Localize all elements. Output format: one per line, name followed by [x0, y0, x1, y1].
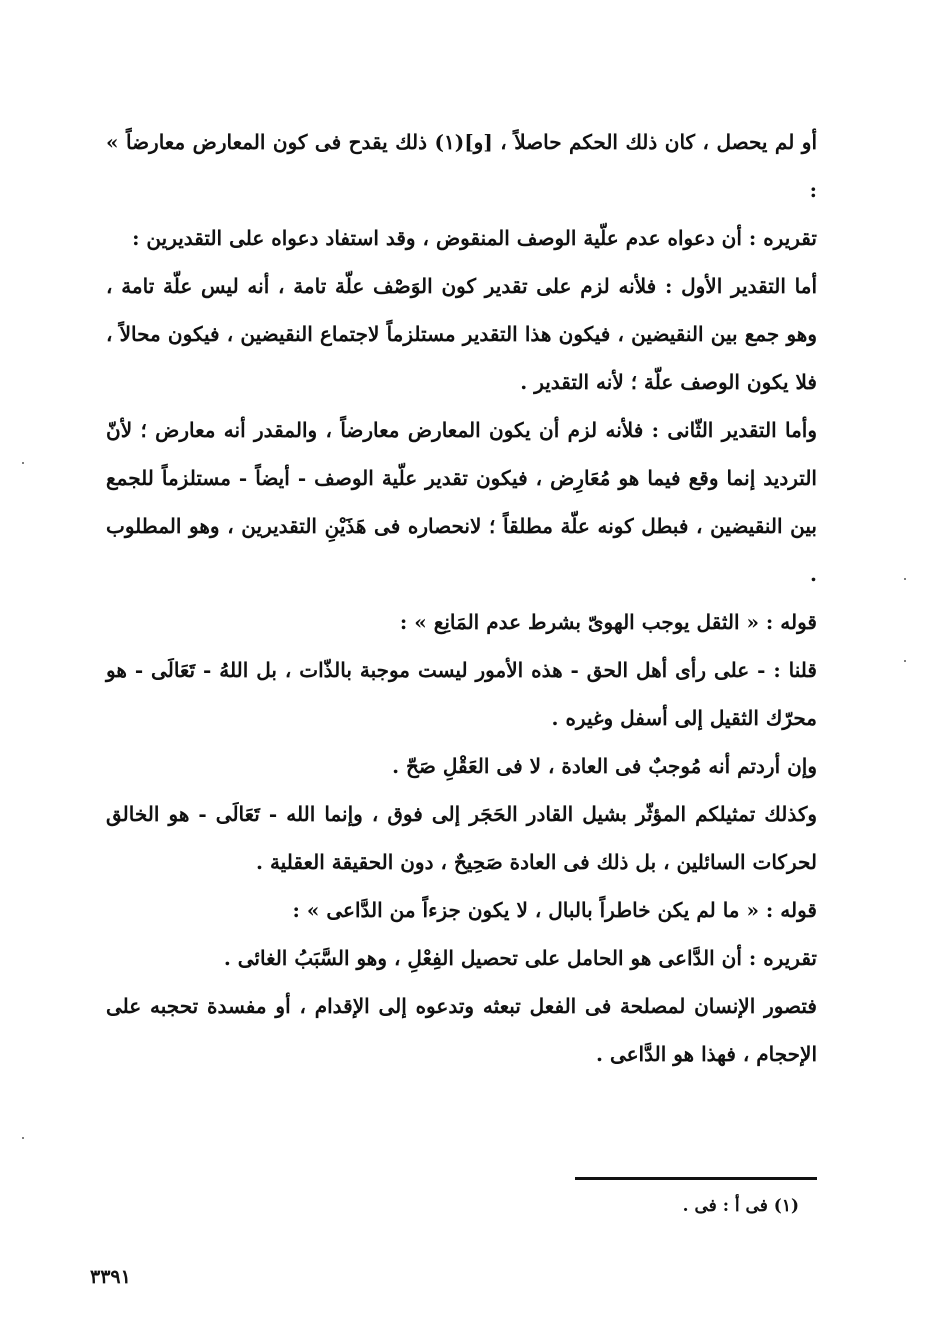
paragraph-3: أما التقدير الأول : فلأنه لزم على تقدير كون الوَصْف علّة تامة ، أنه ليس علّة تامة ، وهو جمع بين النقيضين ، فيكون هذا التقدير مستلزماً لاجتماع النقيضين ، فيكون محالاً ، فلا يكون الوصف علّة ؛ لأنه التقدير . [106, 274, 817, 394]
page-number: ٣٣٩١ [90, 1266, 131, 1288]
paragraph-5: قوله : « الثقل يوجب الهوىّ بشرط عدم المَانِع » : [399, 610, 817, 634]
scan-speck [904, 660, 906, 662]
footnote-separator [575, 1177, 817, 1180]
paragraph-4: وأما التقدير الثّانى : فلأنه لزم أن يكون المعارض معارضاً ، والمقدر أنه معارض ؛ لأنّ الترديد إنما وقع فيما هو مُعَارِض ، فيكون تقدير علّية الوصف - أيضاً - مستلزماً للجمع بين النقيضين ، فبطل كونه علّة مطلقاً ؛ لانحصاره فى هَذَيْنِ التقديرين ، وهو المطلوب . [106, 418, 817, 586]
paragraph-6: قلنا : - على رأى أهل الحق - هذه الأمور ليست موجبة بالذّات ، بل اللهُ - تَعَالَى - هو محرّك الثقيل إلى أسفل وغيره . [106, 658, 817, 730]
paragraph-2: تقريره : أن دعواه عدم علّية الوصف المنقوض ، وقد استفاد دعواه على التقديرين : [132, 226, 817, 250]
footnote: (١) فى أ : فى . [682, 1196, 799, 1216]
scan-speck [22, 1137, 24, 1139]
scan-speck [904, 578, 906, 580]
paragraph-9: قوله : « ما لم يكن خاطراً بالبال ، لا يكون جزءاً من الدَّاعى » : [292, 898, 817, 922]
paragraph-7: وإن أردتم أنه مُوجبٌ فى العادة ، لا فى العَقْلِ صَحّ . [392, 754, 817, 778]
paragraph-11: فتصور الإنسان لمصلحة فى الفعل تبعثه وتدعوه إلى الإقدام ، أو مفسدة تحجبه على الإحجام ، فهذا هو الدَّاعى . [106, 994, 817, 1066]
paragraph-1: أو لم يحصل ، كان ذلك الحكم حاصلاً ، [و](١) ذلك يقدح فى كون المعارض معارضاً » : [106, 130, 818, 202]
paragraph-10: تقريره : أن الدَّاعى هو الحامل على تحصيل الفِعْلِ ، وهو السَّبَبُ الغائى . [223, 946, 817, 970]
scan-speck [22, 462, 24, 464]
main-text [106, 118, 817, 1078]
paragraph-8: وكذلك تمثيلكم المؤثّر بشيل القادر الحَجَر إلى فوق ، وإنما الله - تَعَالَى - هو الخالق لحركات السائلين ، بل ذلك فى العادة صَحِيحٌ ، دون الحقيقة العقلية . [106, 802, 817, 874]
